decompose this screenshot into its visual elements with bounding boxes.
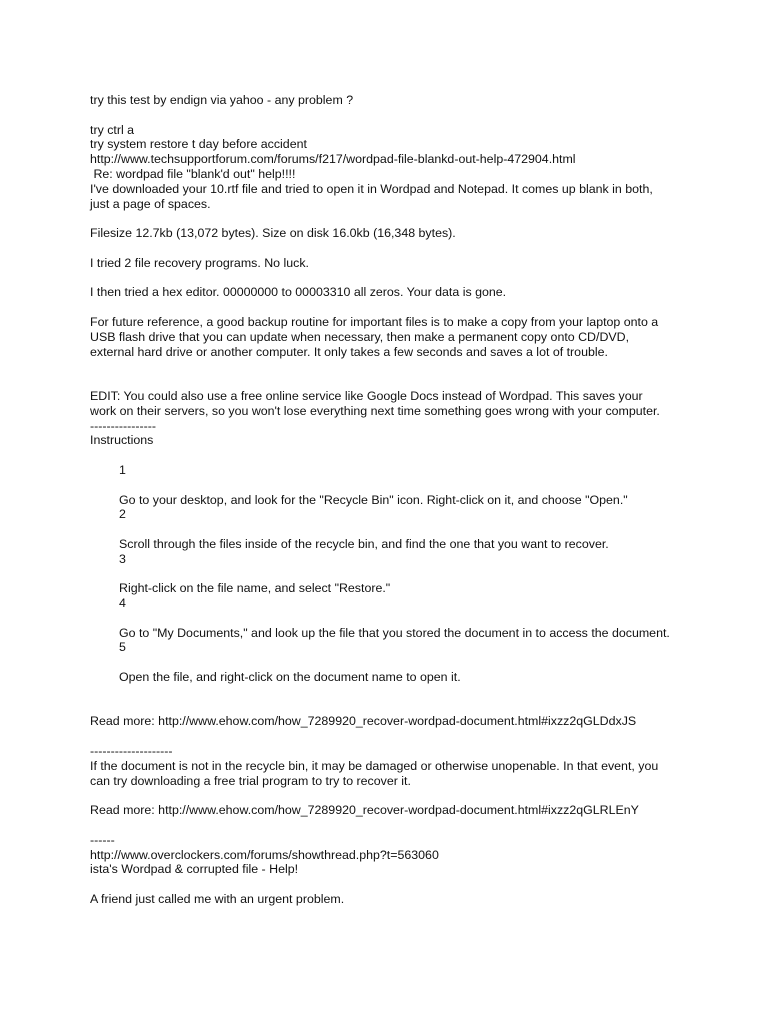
text-line: external hard drive or another computer. It only takes a few seconds and saves a lot of trouble. xyxy=(90,344,608,359)
blank-line xyxy=(90,611,710,626)
blank-line xyxy=(90,655,710,670)
text-line: I tried 2 file recovery programs. No luck. xyxy=(90,255,309,270)
text-line: http://www.techsupportforum.com/forums/f217/wordpad-file-blankd-out-help-472904.html xyxy=(90,152,576,167)
blank-line xyxy=(90,522,710,537)
text-line: I then tried a hex editor. 00000000 to 00003310 all zeros. Your data is gone. xyxy=(90,285,507,300)
blank-line xyxy=(90,478,710,493)
text-line: Read more: http://www.ehow.com/how_7289920_recover-wordpad-document.html#ixzz2qGLRLEnY xyxy=(90,803,639,818)
document-body xyxy=(90,93,710,907)
text-line: For future reference, a good backup routine for important files is to make a copy from your laptop onto a xyxy=(90,314,659,329)
text-line: ista's Wordpad & corrupted file - Help! xyxy=(90,862,299,877)
blank-line xyxy=(90,211,710,226)
text-line: just a page of spaces. xyxy=(90,196,211,211)
text-line: If the document is not in the recycle bin, it may be damaged or otherwise unopenable. In that event, you xyxy=(90,758,659,773)
blank-line xyxy=(90,448,710,463)
text-line: Read more: http://www.ehow.com/how_7289920_recover-wordpad-document.html#ixzz2qGLDdxJS xyxy=(90,714,637,729)
text-line: Go to your desktop, and look for the "Recycle Bin" icon. Right-click on it, and choose "Open." xyxy=(119,492,628,507)
text-line: try system restore t day before accident xyxy=(90,137,307,152)
blank-line xyxy=(90,271,710,286)
text-line: USB flash drive that you can update when necessary, then make a permanent copy onto CD/DVD, xyxy=(90,329,630,344)
text-line: Go to "My Documents," and look up the file that you stored the document in to access the document. xyxy=(119,625,670,640)
text-line: 5 xyxy=(119,640,126,655)
text-line: A friend just called me with an urgent problem. xyxy=(90,892,345,907)
blank-line xyxy=(90,729,710,744)
blank-line xyxy=(90,108,710,123)
text-line: ------ xyxy=(90,832,115,847)
blank-line xyxy=(90,374,710,389)
text-line: try this test by endign via yahoo - any problem ? xyxy=(90,93,354,107)
blank-line xyxy=(90,877,710,892)
text-line: Instructions xyxy=(90,433,154,448)
text-line: Filesize 12.7kb (13,072 bytes). Size on disk 16.0kb (16,348 bytes). xyxy=(90,226,456,241)
text-line: Re: wordpad file "blank'd out" help!!!! xyxy=(90,166,296,181)
text-line: try ctrl a xyxy=(90,122,135,137)
text-line: 1 xyxy=(119,462,126,477)
text-line: 4 xyxy=(119,596,126,611)
blank-line xyxy=(90,818,710,833)
blank-line xyxy=(90,567,710,582)
blank-line xyxy=(90,700,710,715)
text-line: Right-click on the file name, and select "Restore." xyxy=(119,581,391,596)
text-line: EDIT: You could also use a free online service like Google Docs instead of Wordpad. This saves your xyxy=(90,388,643,403)
text-line: Scroll through the files inside of the recycle bin, and find the one that you want to recover. xyxy=(119,536,609,551)
blank-line xyxy=(90,788,710,803)
text-line: Open the file, and right-click on the document name to open it. xyxy=(119,670,461,685)
blank-line xyxy=(90,300,710,315)
text-line: work on their servers, so you won't lose everything next time something goes wrong with your computer. xyxy=(90,403,660,418)
text-line: can try downloading a free trial program to try to recover it. xyxy=(90,773,411,788)
text-line: 2 xyxy=(119,507,126,522)
blank-line xyxy=(90,685,710,700)
text-line: 3 xyxy=(119,551,126,566)
blank-line xyxy=(90,241,710,256)
blank-line xyxy=(90,359,710,374)
text-line: -------------------- xyxy=(90,744,173,759)
text-line: ---------------- xyxy=(90,418,157,433)
text-line: http://www.overclockers.com/forums/showthread.php?t=563060 xyxy=(90,847,439,862)
text-line: I've downloaded your 10.rtf file and tried to open it in Wordpad and Notepad. It comes up blank in both, xyxy=(90,181,653,196)
